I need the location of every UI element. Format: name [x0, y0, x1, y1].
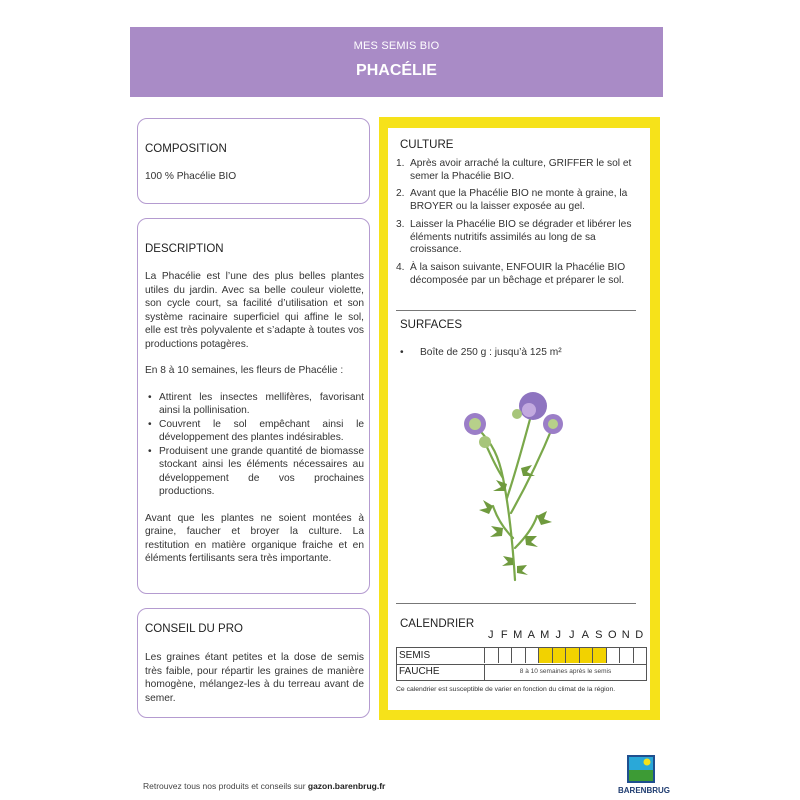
series-kicker: MES SEMIS BIO: [353, 40, 440, 52]
semis-month-cell: [525, 648, 539, 663]
surfaces-title: SURFACES: [400, 319, 462, 331]
culture-title: CULTURE: [400, 139, 454, 151]
phacelia-plant-illustration: [445, 388, 575, 588]
list-item: • Couvrent le sol empêchant ainsi le développement des plantes indésirables.: [148, 418, 364, 443]
culture-steps: [396, 158, 646, 292]
semis-month-cell: [538, 648, 552, 663]
divider: [396, 603, 636, 604]
month-label: J: [488, 629, 494, 641]
semis-row: [397, 648, 646, 665]
semis-label: SEMIS: [399, 650, 431, 661]
month-label: M: [513, 629, 523, 641]
barenbrug-logo-icon: [627, 755, 655, 783]
month-label: J: [555, 629, 561, 641]
fauche-note: 8 à 10 semaines après le semis: [484, 664, 646, 680]
divider: [396, 310, 636, 311]
description-outro: Avant que les plantes ne soient montées à graine, faucher et broyer la culture. La restitution en matière organique fraiche et en éléments fertilisants sera très importante.: [145, 512, 364, 564]
calendar-note: Ce calendrier est susceptible de varier en fonction du climat de la région.: [396, 686, 616, 693]
month-label: S: [595, 629, 603, 641]
list-item: • Produisent une grande quantité de biomasse stockant ainsi les éléments nécessaires au développement de vos prochaines productions.: [148, 445, 364, 497]
description-body: [145, 270, 364, 566]
description-bullets: [145, 391, 364, 499]
list-item: • Attirent les insectes mellifères, favorisant ainsi la pollinisation.: [148, 391, 364, 416]
month-label: M: [540, 629, 550, 641]
list-item: 4. À la saison suivante, ENFOUIR la Phacélie BIO décomposée par un bêchage et préparer le sol.: [396, 261, 626, 286]
fauche-row: [397, 664, 646, 680]
list-item: 1. Après avoir arraché la culture, GRIFFER le sol et semer la Phacélie BIO.: [396, 158, 632, 182]
month-label: A: [527, 629, 535, 641]
brand-name: BARENBRUG: [618, 786, 670, 795]
semis-month-cell: [592, 648, 606, 663]
semis-month-cell: [579, 648, 593, 663]
conseil-title: CONSEIL DU PRO: [145, 623, 243, 635]
semis-month-cell: [565, 648, 579, 663]
list-item: 3. Laisser la Phacélie BIO se dégrader et libérer les éléments nutritifs assimilés au long de sa croissance.: [396, 218, 632, 256]
month-label: A: [581, 629, 589, 641]
semis-month-cell: [633, 648, 647, 663]
footer-link[interactable]: gazon.barenbrug.fr: [307, 781, 386, 791]
composition-title: COMPOSITION: [145, 143, 227, 155]
page-title: PHACÉLIE: [356, 62, 437, 79]
month-label: O: [607, 629, 617, 641]
conseil-text: Les graines étant petites et la dose de semis très faible, pour répartir les graines de manière homogène, mélangez-les à du terreau avant de semer.: [145, 652, 364, 704]
description-title: DESCRIPTION: [145, 243, 224, 255]
composition-box: [137, 118, 370, 204]
title-banner: [130, 27, 663, 97]
semis-month-cell: [619, 648, 633, 663]
calendar-months: [484, 629, 647, 643]
month-label: J: [569, 629, 575, 641]
description-box: [137, 218, 370, 594]
calendar-grid: [396, 647, 647, 681]
fauche-label: FAUCHE: [399, 666, 440, 677]
conseil-box: [137, 608, 370, 718]
month-label: F: [500, 629, 508, 641]
surfaces-item: • Boîte de 250 g : jusqu’à 125 m²: [400, 347, 562, 358]
footer-text: Retrouvez tous nos produits et conseils sur gazon.barenbrug.fr: [143, 781, 386, 791]
semis-month-cell: [511, 648, 525, 663]
semis-month-cell: [606, 648, 620, 663]
semis-month-cell: [498, 648, 512, 663]
description-intro: La Phacélie est l’une des plus belles plantes utiles du jardin. Avec sa belle couleur violette, son cycle court, sa facilité d’utilisation et son système racinaire superficiel qui affine le sol, elle est très polyvalente et s’adapte à toutes vos productions potagères.: [145, 271, 364, 350]
list-item: 2. Avant que la Phacélie BIO ne monte à graine, la BROYER ou la laisser exposée au gel.: [396, 188, 628, 213]
semis-month-cell: [484, 648, 498, 663]
calendrier-title: CALENDRIER: [400, 618, 475, 630]
composition-text: 100 % Phacélie BIO: [145, 171, 237, 182]
semis-month-cell: [552, 648, 566, 663]
month-label: D: [635, 629, 644, 641]
description-lead: En 8 à 10 semaines, les fleurs de Phacélie :: [145, 365, 344, 376]
month-label: N: [621, 629, 630, 641]
